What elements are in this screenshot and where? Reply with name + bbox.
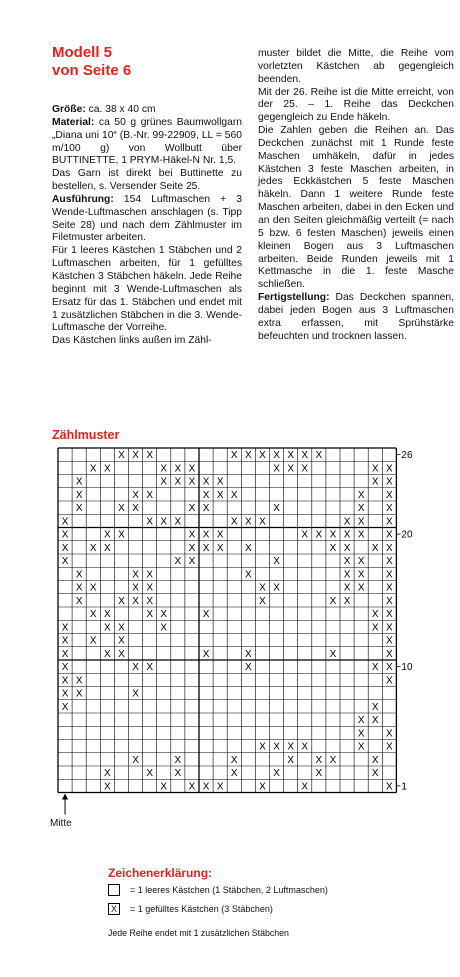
filled-cell-mark: X — [75, 688, 83, 700]
filled-cell-mark: X — [188, 556, 196, 568]
filled-cell-mark: X — [132, 662, 139, 674]
filled-cell-mark: X — [259, 595, 266, 607]
filled-cell-mark: X — [160, 781, 168, 793]
filled-cell-mark: X — [287, 754, 294, 766]
filled-cell-mark: X — [75, 582, 83, 594]
filled-cell-mark: X — [61, 688, 69, 700]
filled-cell-mark: X — [386, 675, 393, 687]
filled-cell-mark: X — [371, 662, 379, 674]
filled-cell-mark: X — [132, 688, 139, 700]
filled-cell-mark: X — [89, 463, 97, 475]
filled-cell-mark: X — [132, 595, 139, 607]
filled-cell-mark: X — [118, 635, 125, 647]
filled-cell-mark: X — [245, 648, 252, 660]
filled-cell-mark: X — [61, 701, 69, 713]
filled-cell-mark: X — [118, 529, 125, 541]
filled-cell-mark: X — [202, 489, 210, 501]
stitch-paragraph: Für 1 leeres Kästchen 1 Stäbchen und 2 Luftmaschen arbeiten, für 1 gefülltes Kästchen 3 Stäbchen häkeln. Jede Reihe beginnt mit 3 Wende-Luftmaschen als Ersatz für das 1. Stäbchen und endet mit 1 zusätzlichen Stäbchen in die 3. Wende-Luftmasche der Vorreihe. — [52, 245, 242, 334]
filled-cell-mark: X — [386, 582, 393, 594]
left-box-paragraph: Das Kästchen links außen im Zähl- — [52, 335, 212, 347]
filled-cell-mark: X — [386, 662, 393, 674]
filled-cell-mark: X — [357, 503, 365, 515]
row26-paragraph: Mit der 26. Reihe ist die Mitte erreicht, von der 25. – 1. Reihe das Deckchen gegengleich zu Ende häkeln. — [258, 86, 454, 124]
filled-cell-mark: X — [245, 516, 252, 528]
filled-cell-mark: X — [329, 529, 337, 541]
filled-cell-mark: X — [386, 569, 393, 581]
filled-cell-mark: X — [315, 529, 323, 541]
filled-cell-mark: X — [104, 609, 111, 621]
center-paragraph: muster bildet die Mitte, die Reihe vom vorletzten Kästchen ab gegengleich beenden. — [258, 48, 454, 85]
filled-cell-mark: X — [343, 569, 351, 581]
filled-cell-mark: X — [146, 662, 153, 674]
filled-cell-mark: X — [75, 503, 83, 515]
filled-cell-mark: X — [75, 476, 83, 488]
filled-cell-mark: X — [160, 476, 168, 488]
filled-cell-mark: X — [174, 516, 182, 528]
filled-cell-mark: X — [104, 622, 111, 634]
filled-cell-mark: X — [89, 635, 97, 647]
filled-cell-mark: X — [371, 768, 379, 780]
filled-cell-mark: X — [386, 648, 393, 660]
filled-cell-mark: X — [273, 450, 280, 462]
filled-cell-mark: X — [61, 662, 69, 674]
filled-cell-mark: X — [118, 622, 125, 634]
filled-cell-mark: X — [343, 582, 351, 594]
filled-cell-mark: X — [160, 609, 168, 621]
filled-cell-mark: X — [160, 516, 168, 528]
filled-cell-mark: X — [287, 450, 294, 462]
yarn-order-paragraph: Das Garn ist direkt bei Buttinette zu bestellen, s. Versender Seite 25. — [52, 168, 242, 193]
filled-cell-mark: X — [301, 529, 309, 541]
legend-row-empty — [108, 884, 328, 896]
filled-cell-mark: X — [118, 595, 125, 607]
filled-cell-mark: X — [202, 648, 210, 660]
filled-cell-mark: X — [118, 648, 125, 660]
filled-cell-mark: X — [75, 569, 83, 581]
filled-cell-mark: X — [75, 675, 83, 687]
filled-cell-mark: X — [371, 542, 379, 554]
filled-cell-mark: X — [89, 542, 97, 554]
execution-text: 154 Luftmaschen + 3 Wende-Luftmaschen anschlagen (s. Tipp Seite 28) und nach dem Zählmuster im Filetmuster arbeiten. — [52, 193, 242, 244]
filled-cell-mark: X — [61, 648, 69, 660]
filled-cell-mark: X — [146, 582, 153, 594]
legend-row-filled — [108, 903, 273, 915]
filled-cell-mark: X — [146, 609, 153, 621]
filled-cell-mark: X — [61, 635, 69, 647]
filled-cell-mark: X — [146, 569, 153, 581]
model-title-line1: Modell 5 — [52, 44, 113, 61]
filled-cell-mark: X — [132, 569, 139, 581]
filled-cell-mark: X — [273, 768, 280, 780]
filled-cell-mark: X — [61, 675, 69, 687]
center-arrow-head — [62, 794, 68, 800]
filled-cell-mark: X — [188, 542, 196, 554]
execution-label: Ausführung: — [52, 193, 114, 205]
filled-cell-mark: X — [230, 450, 238, 462]
filled-cell-mark: X — [216, 542, 224, 554]
row-number-label: 20 — [401, 529, 413, 541]
filled-cell-mark: X — [357, 715, 365, 727]
filled-cell-mark: X — [386, 728, 393, 740]
filled-cell-mark: X — [118, 503, 125, 515]
filled-cell-mark: X — [75, 595, 83, 607]
filled-cell-mark: X — [188, 529, 196, 541]
filled-cell-mark: X — [357, 582, 365, 594]
filled-cell-mark: X — [386, 529, 393, 541]
filled-cell-mark: X — [89, 582, 97, 594]
filled-cell-mark: X — [230, 489, 238, 501]
filled-cell-mark: X — [386, 595, 393, 607]
finishing-label: Fertigstellung: — [258, 292, 330, 304]
center-label: Mitte — [50, 818, 72, 829]
filled-cell-mark: X — [132, 450, 139, 462]
material-text: ca 50 g grünes Baumwollgarn „Diana uni 10“ (B.-Nr. 99-22909, LL = 560 m/100 g) von Wollbutt über BUTTINETTE, 1 PRYM-Häkel-N Nr. 1,5. — [52, 116, 242, 167]
legend-filled-text: = 1 gefülltes Kästchen (3 Stäbchen) — [130, 904, 273, 914]
edging-paragraph: Die Zahlen geben die Reihen an. Das Deckchen zunächst mit 1 Runde feste Maschen umhäkeln, dafür in jedes Kästchen 3 feste Maschen arbeiten, in jedes Eckkästchen 5 feste Maschen häkeln. Dann 1 weitere Runde feste Maschen arbeiten, dabei in den Ecken und an den Seiten gleichmäßig verteilt (= nach 5 bzw. 6 festen Maschen) jeweils einen kleinen Bogen aus 3 Luftmaschen arbeiten. Beide Runden jeweils mit 1 Kettmasche in die 1. feste Masche schließen. — [258, 125, 454, 291]
filled-cell-mark: X — [146, 768, 153, 780]
row-number-label: 10 — [401, 662, 413, 674]
filled-cell-mark: X — [273, 741, 280, 753]
filled-cell-mark: X — [245, 569, 252, 581]
filled-cell-mark: X — [104, 648, 111, 660]
filled-cell-mark: X — [315, 768, 323, 780]
filled-cell-mark: X — [273, 582, 280, 594]
filled-cell-mark: X — [146, 489, 153, 501]
filled-cell-mark: X — [343, 529, 351, 541]
filled-cell-mark: X — [202, 529, 210, 541]
filled-cell-mark: X — [386, 476, 393, 488]
filled-cell-mark: X — [216, 781, 224, 793]
filled-cell-mark: X — [230, 768, 238, 780]
filled-cell-mark: X — [202, 542, 210, 554]
filled-cell-mark: X — [371, 701, 379, 713]
filled-cell-mark: X — [273, 503, 280, 515]
filled-cell-mark: X — [329, 754, 337, 766]
filled-cell-mark: X — [245, 662, 252, 674]
filled-cell-mark: X — [343, 595, 351, 607]
filled-cell-mark: X — [343, 556, 351, 568]
filled-cell-mark: X — [301, 463, 309, 475]
filled-cell-mark: X — [386, 781, 393, 793]
filled-cell-mark: X — [301, 741, 309, 753]
row-number-label: 1 — [401, 781, 407, 793]
filled-cell-mark: X — [174, 463, 182, 475]
filled-cell-mark: X — [329, 595, 337, 607]
filled-cell-mark: X — [259, 516, 266, 528]
filled-cell-mark: X — [273, 463, 280, 475]
filled-cell-mark: X — [132, 489, 139, 501]
model-title-line2: von Seite 6 — [52, 62, 132, 79]
filled-cell-mark: X — [146, 595, 153, 607]
filled-cell-mark: X — [287, 741, 294, 753]
filled-cell-mark: X — [357, 489, 365, 501]
filled-cell-mark: X — [61, 529, 69, 541]
filled-cell-mark: X — [386, 635, 393, 647]
filled-cell-mark: X — [61, 556, 69, 568]
filled-cell-mark: X — [230, 516, 238, 528]
legend-note: Jede Reihe endet mit 1 zusätzlichen Stäbchen — [108, 928, 289, 938]
filled-cell-mark: X — [386, 622, 393, 634]
filled-cell-mark: X — [357, 741, 365, 753]
filled-cell-mark: X — [188, 463, 196, 475]
filled-cell-mark: X — [245, 542, 252, 554]
filled-cell-mark: X — [160, 622, 168, 634]
filled-cell-mark: X — [216, 489, 224, 501]
filled-cell-mark: X — [315, 450, 323, 462]
filled-cell-mark: X — [216, 476, 224, 488]
filled-cell-mark: X — [160, 463, 168, 475]
filled-cell-mark: X — [371, 622, 379, 634]
filled-cell-mark: X — [104, 781, 111, 793]
filled-cell-mark: X — [371, 463, 379, 475]
filled-box-symbol: X — [108, 903, 120, 915]
filled-cell-mark: X — [146, 450, 153, 462]
filled-cell-mark: X — [132, 503, 139, 515]
filled-cell-mark: X — [216, 529, 224, 541]
chart-title: Zählmuster — [52, 428, 120, 442]
filled-cell-mark: X — [118, 450, 125, 462]
filled-cell-mark: X — [188, 781, 196, 793]
filled-cell-mark: X — [61, 622, 69, 634]
filled-cell-mark: X — [188, 476, 196, 488]
size-text: ca. 38 x 40 cm — [85, 104, 156, 115]
filled-cell-mark: X — [301, 781, 309, 793]
size-label: Größe: — [52, 104, 86, 115]
filled-cell-mark: X — [329, 542, 337, 554]
filled-cell-mark: X — [301, 450, 309, 462]
empty-box-symbol — [108, 884, 120, 896]
filled-cell-mark: X — [188, 503, 196, 515]
filled-cell-mark: X — [61, 516, 69, 528]
legend-title: Zeichenerklärung: — [108, 866, 213, 880]
filled-cell-mark: X — [357, 569, 365, 581]
filled-cell-mark: X — [315, 754, 323, 766]
row-number-label: 26 — [401, 450, 413, 462]
filled-cell-mark: X — [273, 556, 280, 568]
filled-cell-mark: X — [89, 609, 97, 621]
filled-cell-mark: X — [357, 516, 365, 528]
filled-cell-mark: X — [202, 609, 210, 621]
filled-cell-mark: X — [386, 542, 393, 554]
filled-cell-mark: X — [202, 503, 210, 515]
filled-cell-mark: X — [230, 754, 238, 766]
filled-cell-mark: X — [146, 516, 153, 528]
filled-cell-mark: X — [75, 489, 83, 501]
filled-cell-mark: X — [104, 463, 111, 475]
filled-cell-mark: X — [174, 754, 182, 766]
filled-cell-mark: X — [343, 542, 351, 554]
filled-cell-mark: X — [371, 754, 379, 766]
filled-cell-mark: X — [371, 609, 379, 621]
filled-cell-mark: X — [61, 542, 69, 554]
filled-cell-mark: X — [343, 516, 351, 528]
material-label: Material: — [52, 116, 95, 128]
filled-cell-mark: X — [132, 754, 139, 766]
filled-cell-mark: X — [371, 476, 379, 488]
filled-cell-mark: X — [259, 741, 266, 753]
filled-cell-mark: X — [371, 715, 379, 727]
filled-cell-mark: X — [386, 556, 393, 568]
filled-cell-mark: X — [202, 781, 210, 793]
filled-cell-mark: X — [174, 556, 182, 568]
filled-cell-mark: X — [245, 450, 252, 462]
filled-cell-mark: X — [386, 489, 393, 501]
legend-empty-text: = 1 leeres Kästchen (1 Stäbchen, 2 Luftmaschen) — [130, 885, 328, 895]
filled-cell-mark: X — [386, 741, 393, 753]
filled-cell-mark: X — [259, 781, 266, 793]
filled-cell-mark: X — [287, 463, 294, 475]
finishing-text: Das Deckchen spannen, dabei jeden Bogen aus 3 Luftmaschen extra erfassen, mit Sprühstärke befeuchten und trocknen lassen. — [258, 292, 454, 342]
filled-cell-mark: X — [386, 516, 393, 528]
filled-cell-mark: X — [259, 582, 266, 594]
filled-cell-mark: X — [104, 768, 111, 780]
filled-cell-mark: X — [386, 463, 393, 475]
filled-cell-mark: X — [386, 609, 393, 621]
filled-cell-mark: X — [132, 582, 139, 594]
filled-cell-mark: X — [174, 768, 182, 780]
filled-cell-mark: X — [202, 476, 210, 488]
filled-cell-mark: X — [174, 476, 182, 488]
filled-cell-mark: X — [104, 529, 111, 541]
filled-cell-mark: X — [104, 542, 111, 554]
filled-cell-mark: X — [357, 529, 365, 541]
filled-cell-mark: X — [357, 728, 365, 740]
filled-cell-mark: X — [386, 503, 393, 515]
filled-cell-mark: X — [357, 556, 365, 568]
filled-cell-mark: X — [259, 450, 266, 462]
filled-cell-mark: X — [329, 648, 337, 660]
